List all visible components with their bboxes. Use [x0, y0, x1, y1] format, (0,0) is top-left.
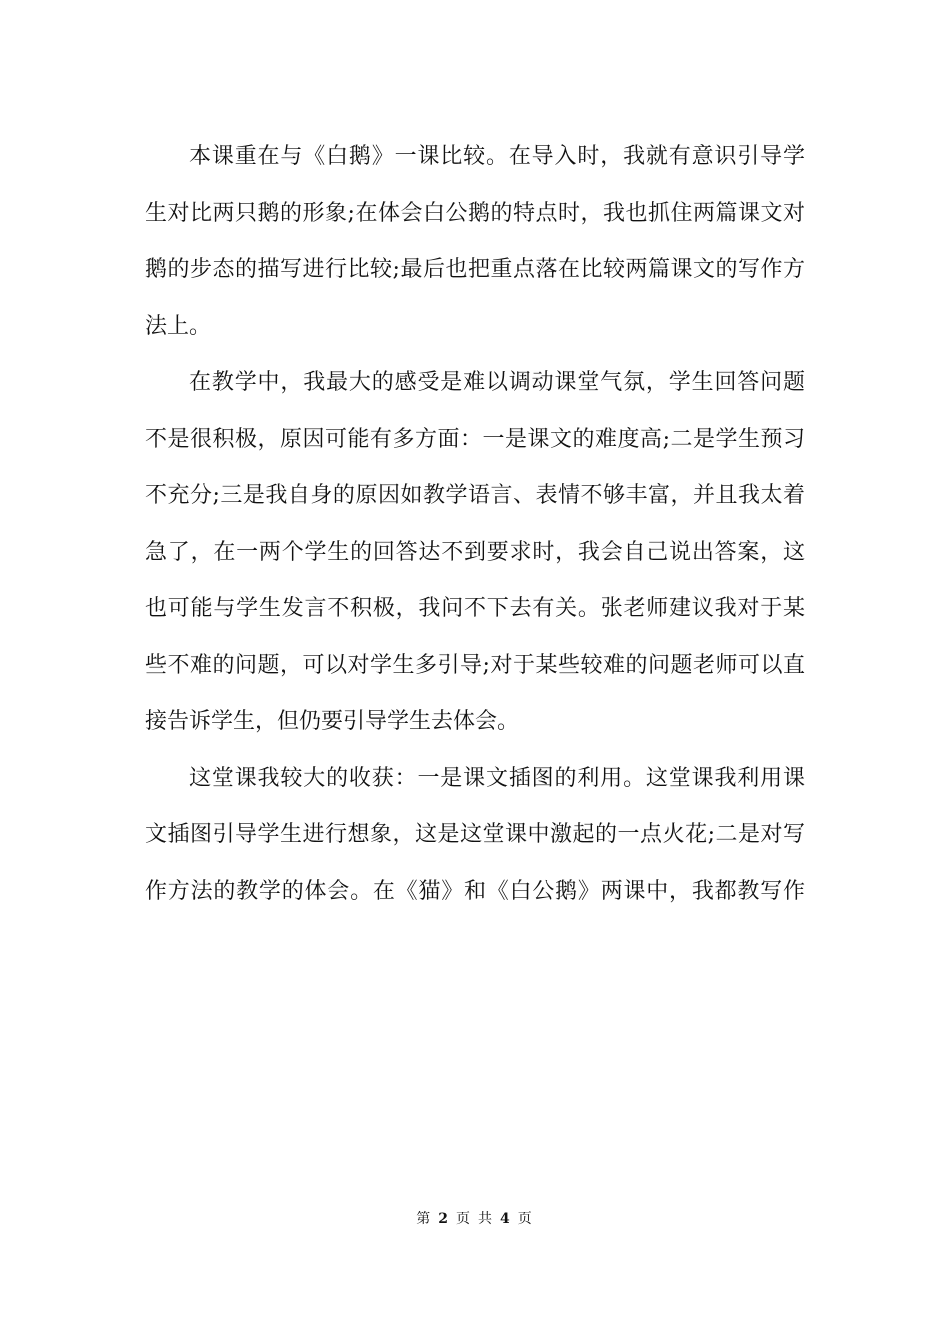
paragraph-2-line-4: 急了，在一两个学生的回答达不到要求时，我会自己说出答案，这 [145, 539, 805, 565]
paragraph-2-line-5: 也可能与学生发言不积极，我问不下去有关。张老师建议我对于某 [145, 596, 805, 621]
paragraph-2-line-1: 在教学中，我最大的感受是难以调动课堂气氛，学生回答问题 [189, 370, 805, 395]
page-footer [0, 1208, 950, 1228]
paragraph-1-line-4: 法上。 [145, 313, 212, 339]
paragraph-1-line-1: 本课重在与《白鹅》一课比较。在导入时，我就有意识引导学 [189, 144, 805, 169]
footer-current-page: 2 [438, 1211, 450, 1227]
paragraph-2-line-6: 些不难的问题，可以对学生多引导;对于某些较难的问题老师可以直 [145, 652, 805, 678]
footer-total-prefix: 共 [478, 1211, 494, 1227]
footer-page-word: 页 [456, 1211, 472, 1227]
paragraph-3-line-3: 作方法的教学的体会。在《猫》和《白公鹅》两课中，我都教写作 [145, 878, 805, 904]
document-body [145, 129, 805, 920]
paragraph-2-line-3: 不充分;三是我自身的原因如教学语言、表情不够丰富，并且我太着 [145, 483, 805, 508]
footer-suffix: 页 [517, 1211, 534, 1227]
paragraph-3-line-1: 这堂课我较大的收获：一是课文插图的利用。这堂课我利用课 [189, 765, 805, 791]
paragraph-1-line-2: 生对比两只鹅的形象;在体会白公鹅的特点时，我也抓住两篇课文对 [145, 200, 805, 226]
paragraph-3-line-2: 文插图引导学生进行想象，这是这堂课中激起的一点火花;二是对写 [145, 822, 805, 847]
footer-prefix: 第 [416, 1211, 433, 1227]
paragraph-2-line-2: 不是很积极，原因可能有多方面：一是课文的难度高;二是学生预习 [145, 426, 805, 452]
footer-total-pages: 4 [500, 1211, 512, 1227]
paragraph-2-line-7: 接告诉学生，但仍要引导学生去体会。 [145, 709, 520, 734]
paragraph-1-line-3: 鹅的步态的描写进行比较;最后也把重点落在比较两篇课文的写作方 [145, 257, 805, 282]
